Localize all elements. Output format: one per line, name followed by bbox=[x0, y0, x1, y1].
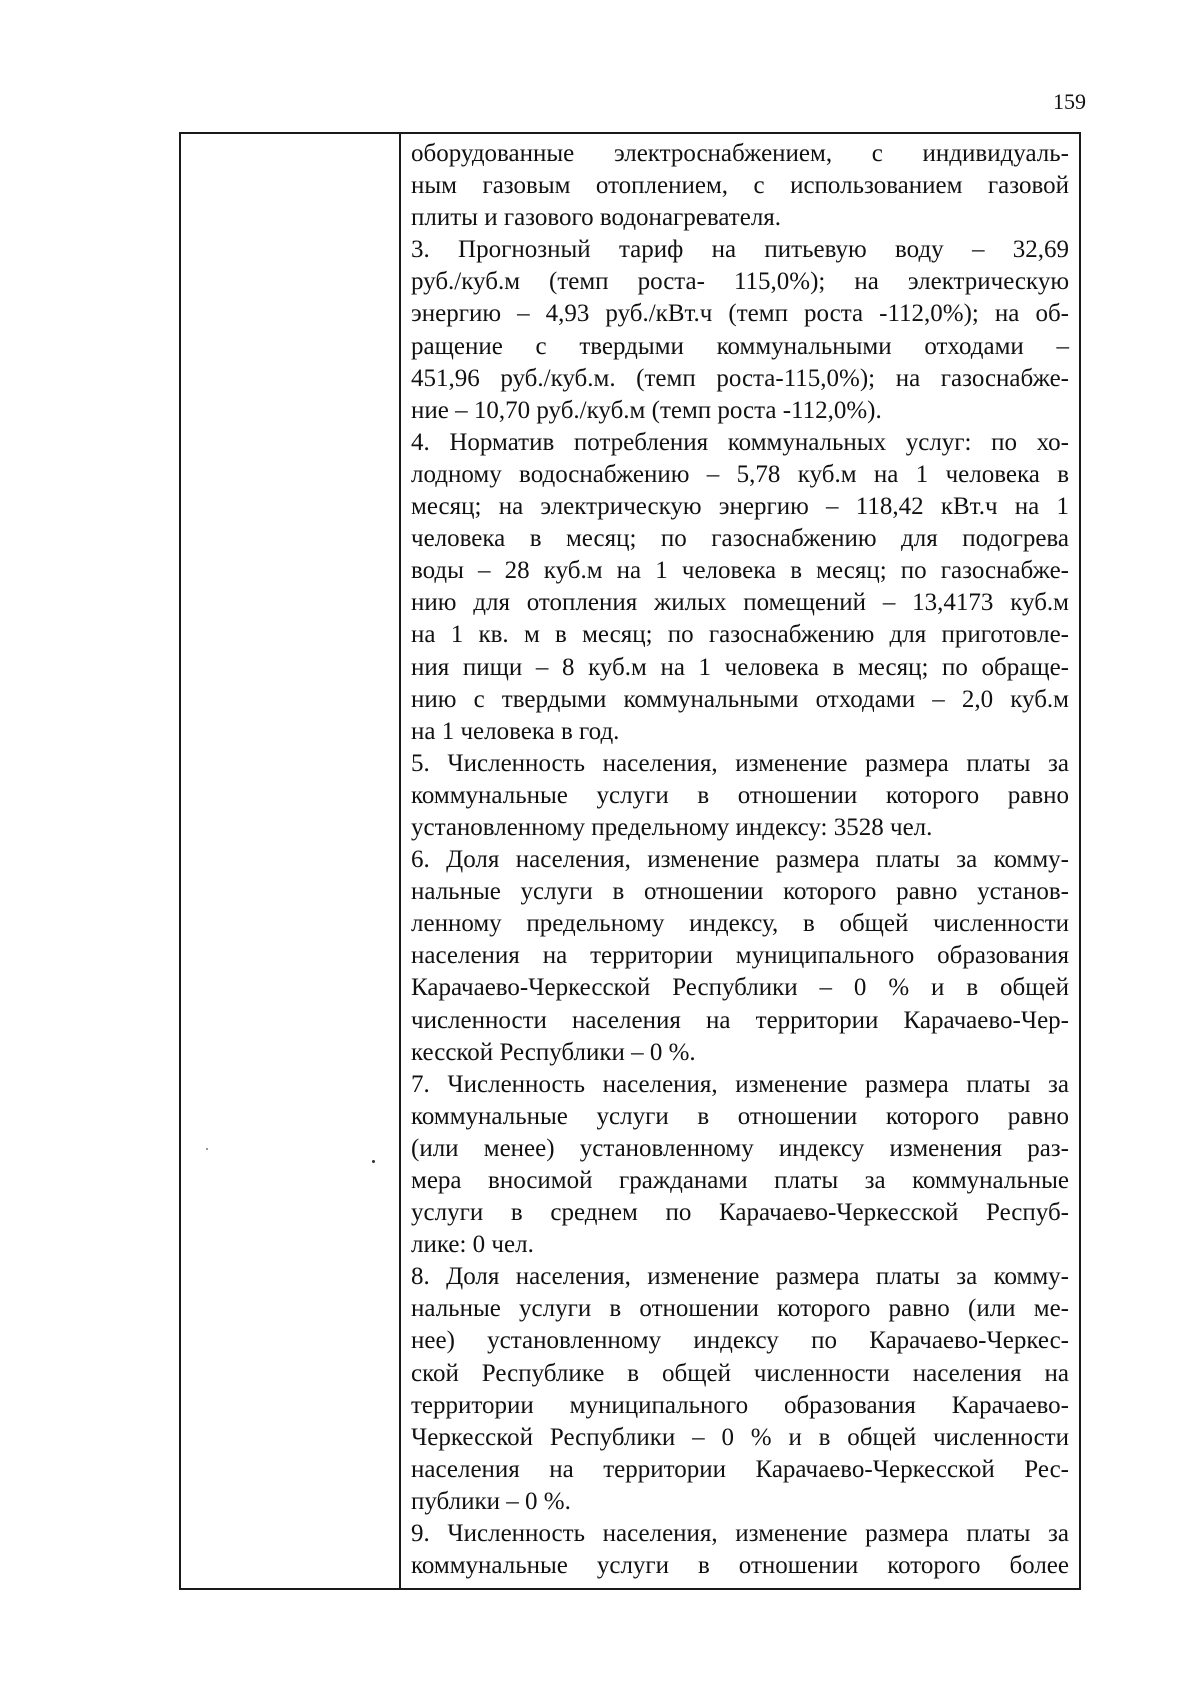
text-line: ния пищи – 8 куб.м на 1 человека в месяц; по обраще- bbox=[411, 653, 1069, 681]
text-line: 451,96 руб./куб.м. (темп роста-115,0%); на газоснабже- bbox=[411, 364, 1069, 392]
text-line: оборудованные электроснабжением, с индивидуаль- bbox=[411, 140, 1069, 167]
text-line: ленному предельному индексу, в общей численности bbox=[411, 910, 1069, 938]
text-line: населения на территории Карачаево-Черкесской Рес- bbox=[411, 1455, 1069, 1483]
text-line: 3. Прогнозный тариф на питьевую воду – 32,69 bbox=[411, 236, 1069, 264]
text-line: территории муниципального образования Карачаево- bbox=[411, 1391, 1069, 1419]
text-line: 6. Доля населения, изменение размера платы за комму- bbox=[411, 846, 1069, 874]
text-line: плиты и газового водонагревателя. bbox=[411, 204, 782, 232]
text-line: нию с твердыми коммунальными отходами – 2,0 куб.м bbox=[411, 685, 1069, 713]
text-line: услуги в среднем по Карачаево-Черкесской Респуб- bbox=[411, 1199, 1069, 1227]
text-line: 5. Численность населения, изменение размера платы за bbox=[411, 749, 1069, 777]
text-line: нальные услуги в отношении которого равно установ- bbox=[411, 878, 1069, 906]
text-line: воды – 28 куб.м на 1 человека в месяц; по газоснабже- bbox=[411, 557, 1069, 585]
text-line: 4. Норматив потребления коммунальных услуг: по хо- bbox=[411, 428, 1069, 456]
text-line: ние – 10,70 руб./куб.м (темп роста -112,0%). bbox=[411, 396, 882, 424]
text-line: нию для отопления жилых помещений – 13,4173 куб.м bbox=[411, 589, 1069, 617]
text-line: нальные услуги в отношении которого равно (или ме- bbox=[411, 1295, 1069, 1323]
text-line: нее) установленному индексу по Карачаево-Черкес- bbox=[411, 1327, 1069, 1355]
text-line: населения на территории муниципального образования bbox=[411, 942, 1069, 970]
left-cell bbox=[181, 134, 401, 1588]
text-line: месяц; на электрическую энергию – 118,42 кВт.ч на 1 bbox=[411, 493, 1069, 521]
text-line: ным газовым отоплением, с использованием газовой bbox=[411, 172, 1069, 200]
text-line: коммунальные услуги в отношении которого равно bbox=[411, 1102, 1069, 1130]
text-line: коммунальные услуги в отношении которого равно bbox=[411, 781, 1069, 809]
text-lines bbox=[411, 138, 1069, 1582]
text-line: Карачаево-Черкесской Республики – 0 % и в общей bbox=[411, 974, 1069, 1002]
text-line: 8. Доля населения, изменение размера платы за комму- bbox=[411, 1263, 1069, 1291]
scan-speck bbox=[372, 1160, 375, 1163]
text-line: Черкесской Республики – 0 % и в общей численности bbox=[411, 1423, 1069, 1451]
text-line: энергию – 4,93 руб./кВт.ч (темп роста -112,0%); на об- bbox=[411, 300, 1069, 328]
text-line: ращение с твердыми коммунальными отходами – bbox=[411, 332, 1069, 360]
scan-speck bbox=[206, 1148, 208, 1150]
right-cell bbox=[401, 134, 1079, 1588]
page-number: 159 bbox=[1053, 89, 1086, 114]
text-line: ской Республике в общей численности населения на bbox=[411, 1359, 1069, 1387]
text-line: 7. Численность населения, изменение размера платы за bbox=[411, 1070, 1069, 1098]
text-line: руб./куб.м (темп роста- 115,0%); на электрическую bbox=[411, 268, 1069, 296]
text-line: мера вносимой гражданами платы за коммунальные bbox=[411, 1167, 1069, 1194]
text-line: численности населения на территории Карачаево-Чер- bbox=[411, 1006, 1069, 1034]
text-line: человека в месяц; по газоснабжению для подогрева bbox=[411, 525, 1069, 553]
text-line: на 1 кв. м в месяц; по газоснабжению для приготовле- bbox=[411, 621, 1069, 649]
text-line: 9. Численность населения, изменение размера платы за bbox=[411, 1520, 1069, 1548]
text-line: публики – 0 %. bbox=[411, 1487, 571, 1515]
text-line: лике: 0 чел. bbox=[411, 1231, 534, 1259]
text-line: на 1 человека в год. bbox=[411, 717, 620, 745]
text-line: кесской Республики – 0 %. bbox=[411, 1038, 696, 1066]
text-line: лодному водоснабжению – 5,78 куб.м на 1 человека в bbox=[411, 460, 1069, 488]
text-line: коммунальные услуги в отношении которого более bbox=[411, 1552, 1069, 1580]
document-table bbox=[179, 132, 1081, 1590]
text-line: (или менее) установленному индексу изменения раз- bbox=[411, 1134, 1069, 1162]
text-line: установленному предельному индексу: 3528 чел. bbox=[411, 813, 933, 841]
